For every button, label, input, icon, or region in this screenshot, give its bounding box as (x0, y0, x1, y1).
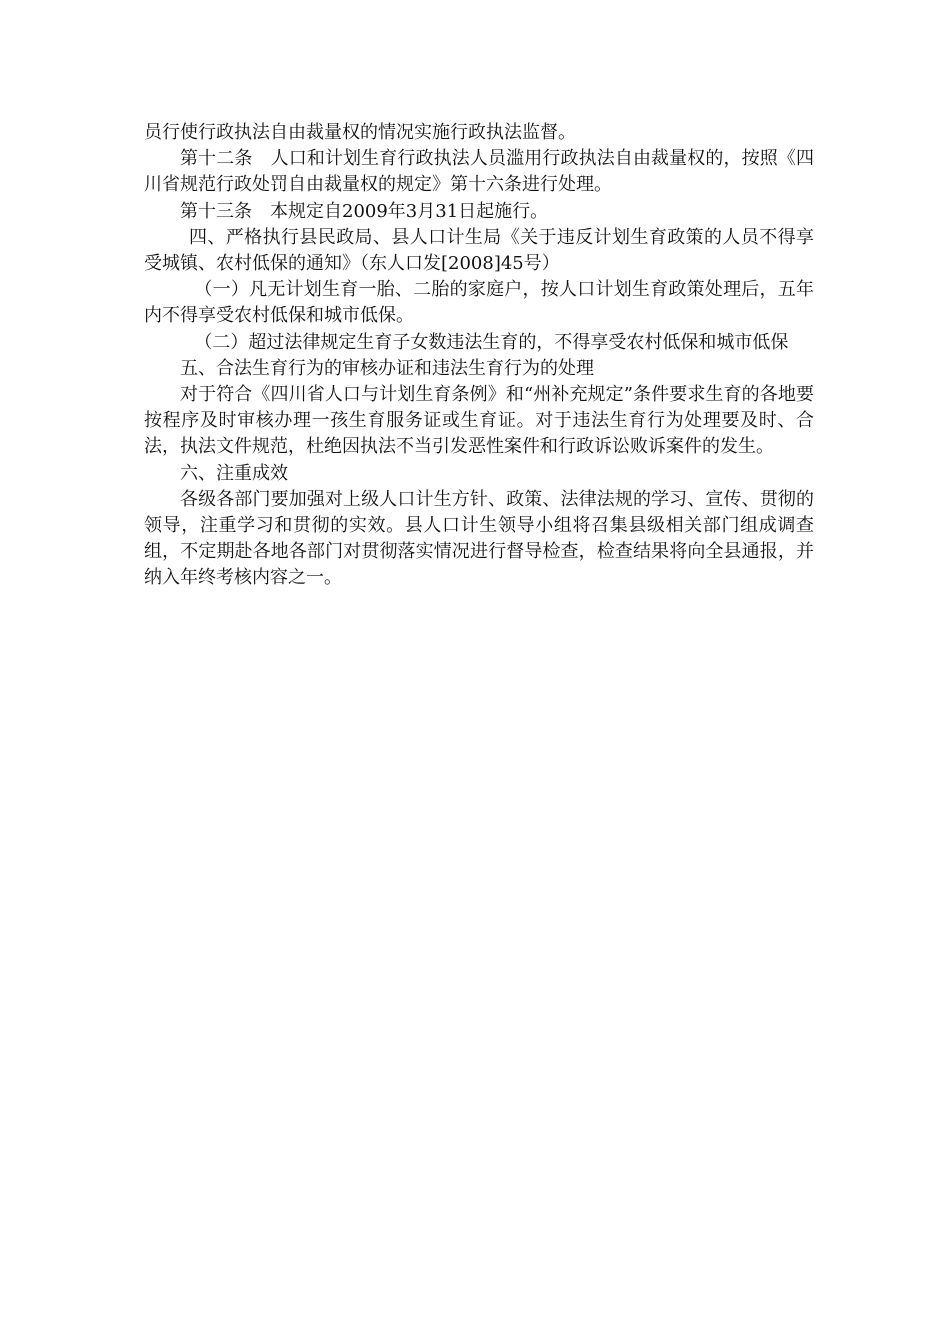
item-one: （一）凡无计划生育一胎、二胎的家庭户，按人口计划生育政策处理后，五年内不得享受农村低保和城市低保。 (144, 279, 814, 327)
item-two: （二）超过法律规定生育子女数违法生育的，不得享受农村低保和城市低保 (194, 331, 789, 353)
section-five-body: 对于符合《四川省人口与计划生育条例》和“州补充规定”条件要求生育的各地要按程序及时审核办理一孩生育服务证或生育证。对于违法生育行为处理要及时、合法，执法文件规范，杜绝因执法不当引发恶性案件和行政诉讼败诉案件的发生。 (144, 384, 814, 458)
section-five-heading: 五、合法生育行为的审核办证和违法生育行为的处理 (180, 357, 594, 379)
section-six-heading: 六、注重成效 (180, 462, 288, 484)
article-twelve: 第十二条 人口和计划生育行政执法人员滥用行政执法自由裁量权的，按照《四川省规范行政处罚自由裁量权的规定》第十六条进行处理。 (144, 148, 814, 196)
section-four-heading: 四、严格执行县民政局、县人口计生局《关于违反计划生育政策的人员不得享受城镇、农村低保的通知》（东人口发[2008]45号） (144, 226, 814, 275)
article-thirteen: 第十三条 本规定自2009年3月31日起施行。 (180, 200, 549, 222)
paragraph-continuation: 员行使行政执法自由裁量权的情况实施行政执法监督。 (144, 122, 576, 143)
section-six-body: 各级各部门要加强对上级人口计生方针、政策、法律法规的学习、宣传、贯彻的领导，注重学习和贯彻的实效。县人口计生领导小组将召集县级相关部门组成调查组，不定期赴各地各部门对贯彻落实情况进行督导检查，检查结果将向全县通报，并纳入年终考核内容之一。 (144, 488, 814, 589)
document-body (144, 120, 814, 592)
